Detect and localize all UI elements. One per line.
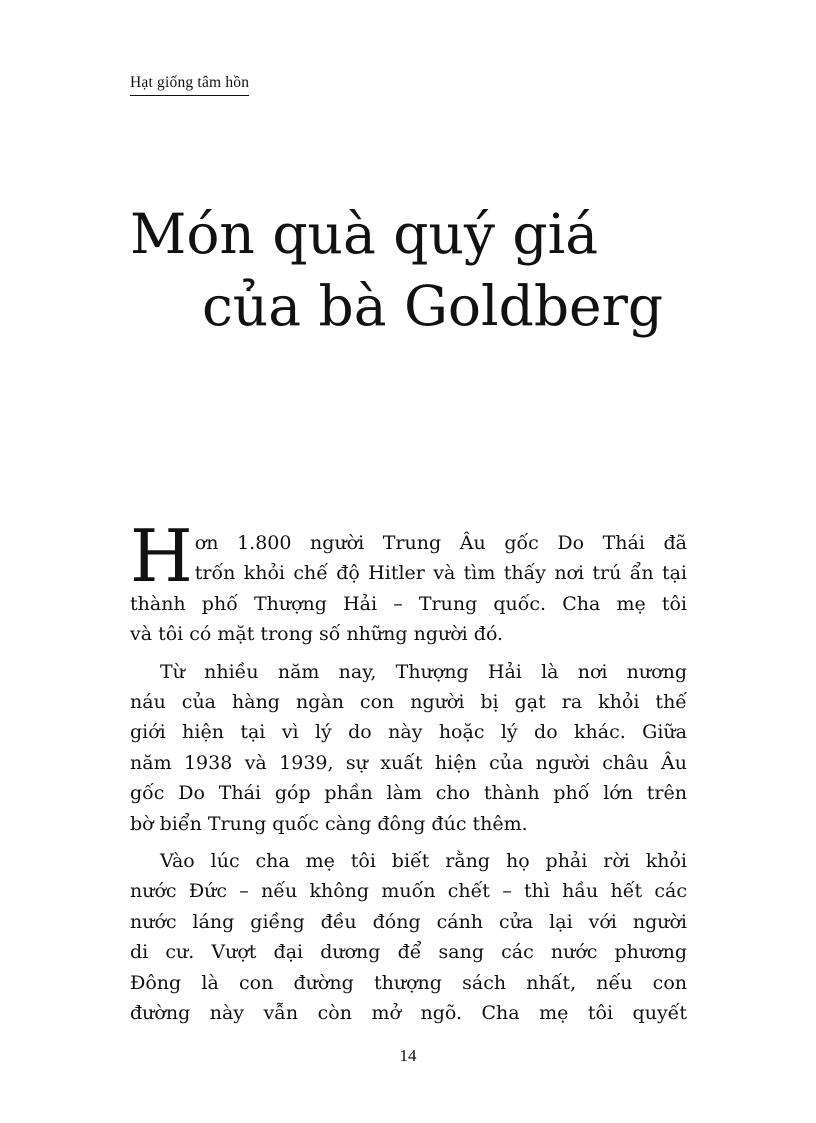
paragraph-2 — [130, 657, 687, 839]
text-line: thành phố Thượng Hải – Trung quốc. Cha mẹ tôi — [130, 592, 687, 615]
paragraph-1 — [130, 514, 687, 650]
text-line: giới hiện tại vì lý do này hoặc lý do khác. Giữa — [130, 721, 687, 744]
chapter-title-line-1: Món quà quý giá — [130, 202, 599, 266]
page-number: 14 — [399, 1046, 417, 1065]
text-line: nước Đức – nếu không muốn chết – thì hầu hết các — [130, 880, 687, 903]
text-line: đường này vẫn còn mở ngõ. Cha mẹ tôi quyết — [130, 1002, 687, 1025]
text-line: ơn 1.800 người Trung Âu gốc Do Thái đã — [194, 532, 687, 554]
body-text — [130, 514, 687, 1036]
chapter-title-line-2: của bà Goldberg — [202, 274, 664, 338]
paragraph-3 — [130, 846, 687, 1028]
text-line: di cư. Vượt đại dương để sang các nước phương — [130, 941, 687, 964]
text-line: trốn khỏi chế độ Hitler và tìm thấy nơi trú ẩn tại — [194, 562, 687, 585]
text-line: Từ nhiều năm nay, Thượng Hải là nơi nương — [160, 660, 687, 683]
chapter-title — [130, 198, 730, 342]
text-line: náu của hàng ngàn con người bị gạt ra khỏi thế — [130, 691, 687, 714]
text-line: và tôi có mặt trong số những người đó. — [130, 623, 504, 646]
text-line: Đông là con đường thượng sách nhất, nếu con — [130, 971, 687, 994]
text-line: gốc Do Thái góp phần làm cho thành phố lớn trên — [130, 782, 687, 805]
text-line: Vào lúc cha mẹ tôi biết rằng họ phải rời khỏi — [160, 850, 687, 873]
running-head: Hạt giống tâm hồn — [130, 74, 249, 96]
text-line: nước láng giềng đều đóng cánh cửa lại với người — [130, 910, 687, 933]
text-line: năm 1938 và 1939, sự xuất hiện của người châu Âu — [130, 751, 687, 774]
text-line: bờ biển Trung quốc càng đông đúc thêm. — [130, 812, 528, 835]
drop-cap: H — [130, 514, 193, 598]
